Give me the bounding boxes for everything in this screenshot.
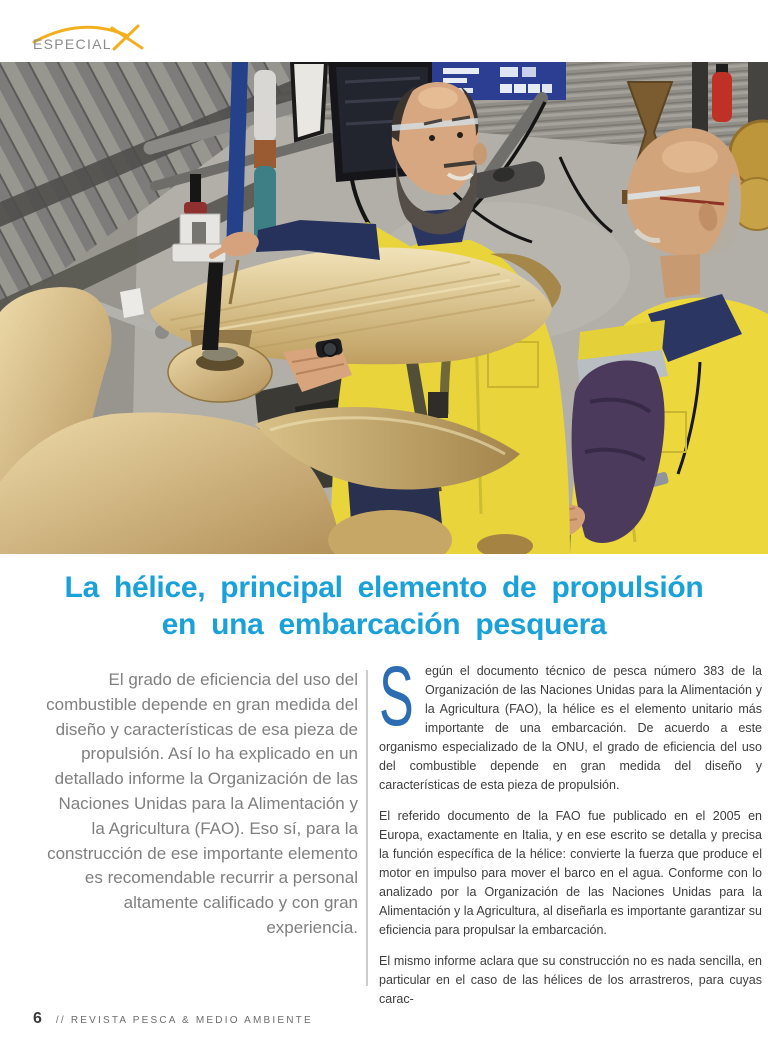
article-body bbox=[379, 649, 762, 1021]
intro-paragraph: El grado de eficiencia del uso del combustible depende en gran medida del diseño y características de esa pieza de propulsión. Así lo ha explicado en un detallado informe la Organización de las Naciones Unidas para la Alimentación y la Agricultura (FAO). Eso sí, para la construcción de ese importante elemento es recomendable recurrir a personal altamente calificado y con gran experiencia. bbox=[46, 670, 358, 937]
page-footer bbox=[33, 1010, 313, 1028]
article-paragraph-1 bbox=[379, 649, 762, 795]
headline bbox=[0, 569, 768, 643]
article-paragraph-2: El referido documento de la FAO fue publicado en el 2005 en Europa, exactamente en Italia, y en ese escrito se detalla y precisa la función específica de la hélice: convierte la fuerza que produce el motor en impulso para mover el barco en el agua. Conforme con lo analizado por la Organización de las Naciones Unidas para la Alimentación y la Agricultura, al diseñarla es importante garantizar su eficiencia para propulsar la embarcación. bbox=[379, 809, 762, 937]
column-divider bbox=[366, 670, 368, 986]
section-label: ESPECIAL bbox=[33, 36, 112, 52]
footer-text: // REVISTA PESCA & MEDIO AMBIENTE bbox=[55, 1015, 313, 1026]
article-photo bbox=[0, 62, 768, 554]
headline-line1: La hélice, principal elemento de propulsión bbox=[64, 571, 704, 604]
dropcap: S bbox=[379, 649, 414, 743]
page-number: 6 bbox=[33, 1010, 42, 1027]
headline-line2: en una embarcación pesquera bbox=[161, 608, 607, 641]
paragraph-1-text: egún el documento técnico de pesca número 383 de la Organización de las Naciones Unidas para la Alimentación y la Agricultura (FAO), la hélice es el elemento unitario más importante de una embarcación. De acuerdo a este organismo especializado de la ONU, el grado de eficiencia del uso del combustible depende en gran medida del diseño y características de esta pieza de propulsión. bbox=[379, 664, 762, 792]
article-paragraph-3: El mismo informe aclara que su construcción no es nada sencilla, en particular en el caso de las hélices de los arrastreros, para cuyas carac- bbox=[379, 954, 762, 1006]
masthead bbox=[30, 12, 160, 56]
